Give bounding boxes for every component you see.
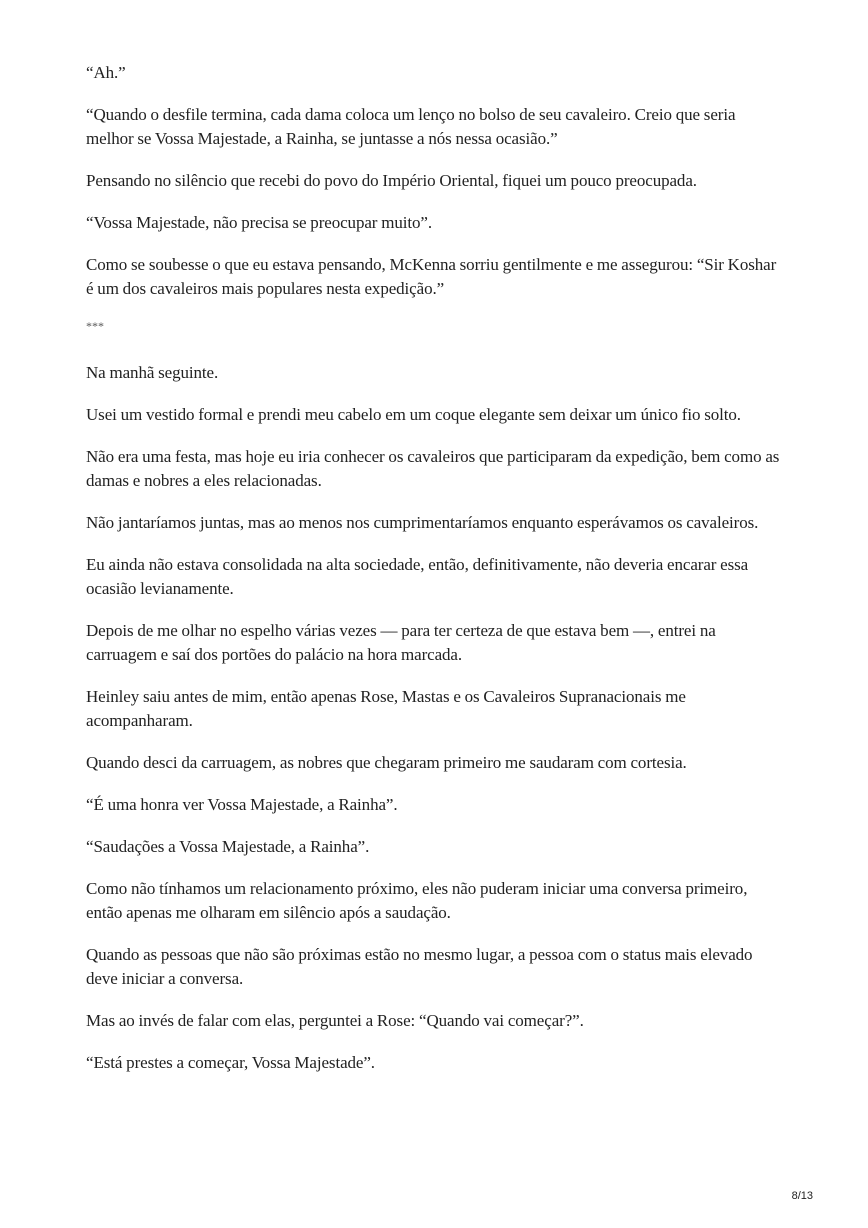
- paragraph: Usei um vestido formal e prendi meu cabelo em um coque elegante sem deixar um único fio solto.: [86, 405, 741, 424]
- paragraph: “Saudações a Vossa Majestade, a Rainha”.: [86, 837, 370, 856]
- scene-separator: ***: [86, 319, 104, 333]
- paragraph: Pensando no silêncio que recebi do povo do Império Oriental, fiquei um pouco preocupada.: [86, 171, 697, 190]
- paragraph: Na manhã seguinte.: [86, 363, 219, 382]
- paragraph: Eu ainda não estava consolidada na alta sociedade, então, definitivamente, não deveria encarar essa ocasião levianamente.: [86, 555, 749, 598]
- paragraph: Quando as pessoas que não são próximas estão no mesmo lugar, a pessoa com o status mais elevado deve iniciar a conversa.: [86, 945, 753, 988]
- paragraph: Não era uma festa, mas hoje eu iria conhecer os cavaleiros que participaram da expedição, bem como as damas e nobres a eles relacionadas.: [86, 447, 780, 490]
- document-body: [86, 61, 786, 1093]
- paragraph: “Quando o desfile termina, cada dama coloca um lenço no bolso de seu cavaleiro. Creio que seria melhor se Vossa Majestade, a Rainha, se juntasse a nós nessa ocasião.”: [86, 105, 736, 148]
- paragraph: Como se soubesse o que eu estava pensando, McKenna sorriu gentilmente e me assegurou: “Sir Koshar é um dos cavaleiros mais populares nesta expedição.”: [86, 255, 777, 298]
- page-number: 8/13: [791, 1190, 813, 1202]
- paragraph: Não jantaríamos juntas, mas ao menos nos cumprimentaríamos enquanto esperávamos os cavaleiros.: [86, 513, 759, 532]
- paragraph: “Ah.”: [86, 63, 126, 82]
- paragraph: “É uma honra ver Vossa Majestade, a Rainha”.: [86, 795, 398, 814]
- paragraph: Quando desci da carruagem, as nobres que chegaram primeiro me saudaram com cortesia.: [86, 753, 687, 772]
- paragraph: Como não tínhamos um relacionamento próximo, eles não puderam iniciar uma conversa primeiro, então apenas me olharam em silêncio após a saudação.: [86, 879, 748, 922]
- paragraph: “Vossa Majestade, não precisa se preocupar muito”.: [86, 213, 432, 232]
- paragraph: Heinley saiu antes de mim, então apenas Rose, Mastas e os Cavaleiros Supranacionais me acompanharam.: [86, 687, 686, 730]
- paragraph: Depois de me olhar no espelho várias vezes — para ter certeza de que estava bem —, entrei na carruagem e saí dos portões do palácio na hora marcada.: [86, 621, 716, 664]
- paragraph: Mas ao invés de falar com elas, perguntei a Rose: “Quando vai começar?”.: [86, 1011, 584, 1030]
- paragraph: “Está prestes a começar, Vossa Majestade”.: [86, 1053, 375, 1072]
